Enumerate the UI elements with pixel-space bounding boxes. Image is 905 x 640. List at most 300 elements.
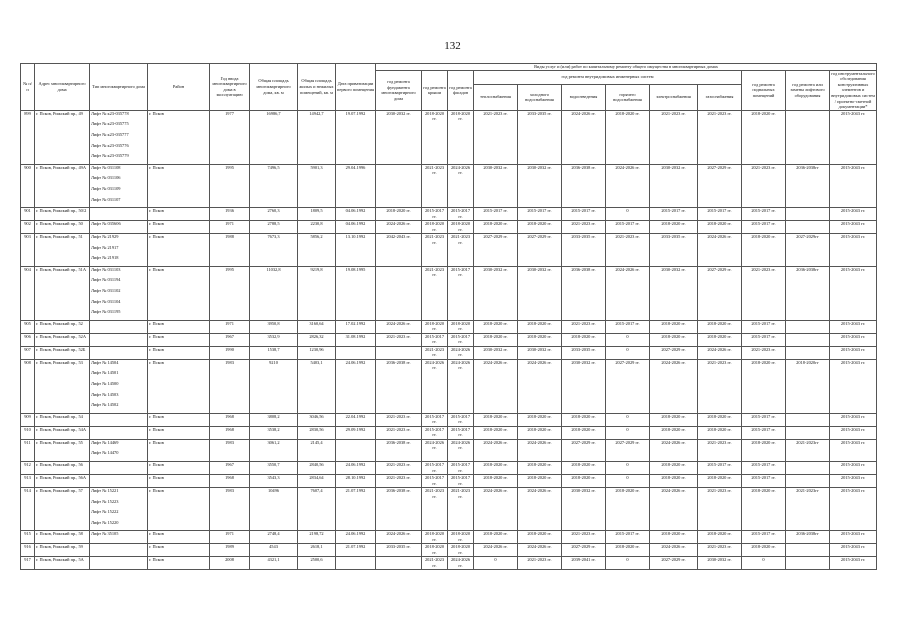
cell-address: г. Псков, Рижский пр., 54А: [35, 426, 90, 439]
cell-elevator: 2036-2038гг: [786, 266, 830, 320]
cell-hot-water: 2024-2026 гг.: [606, 164, 650, 207]
cell-living-area: 2500,6: [298, 557, 336, 570]
elevator-id: Лифт № 15222: [91, 509, 119, 515]
col-total-area: Общая площадь многоквартирного дома, кв. м: [250, 64, 298, 111]
cell-num: 916: [21, 544, 35, 557]
cell-total-area: 3061,2: [250, 439, 298, 461]
cell-address: г. Псков, Рижский пр., 51: [35, 234, 90, 267]
cell-num: 914: [21, 488, 35, 531]
cell-address: г. Псков, Рижский пр., 49: [35, 110, 90, 164]
cell-district: г. Псков: [148, 110, 210, 164]
cell-type: [90, 333, 148, 346]
cell-gas: 2018-2020 гг.: [698, 426, 742, 439]
cell-total-area: 2788,5: [250, 221, 298, 234]
cell-drainage: 2021-2023 гг.: [562, 320, 606, 333]
cell-num: 906: [21, 333, 35, 346]
cell-drainage: 2021-2023 гг.: [562, 221, 606, 234]
cell-hot-water: 0: [606, 333, 650, 346]
cell-elevator: 2027-2029гг: [786, 234, 830, 267]
table-row: [21, 110, 877, 164]
cell-facade: 2021-2023 гг.: [448, 234, 474, 267]
cell-privatization-date: 24.06.1992: [336, 462, 376, 475]
cell-drainage: 2018-2020 гг.: [562, 475, 606, 488]
cell-num: 899: [21, 110, 35, 164]
cell-facade: 2015-2017 гг.: [448, 413, 474, 426]
elevator-id: Лифт № к23-035776: [91, 142, 129, 148]
cell-drainage: 2027-2029 гг.: [562, 439, 606, 461]
cell-survey: 2015-2043 гг.: [830, 110, 877, 164]
cell-cold-water: 2021-2023 гг.: [518, 557, 562, 570]
cell-survey: 2015-2043 гг.: [830, 413, 877, 426]
cell-roof: 2018-2020 гг.: [422, 221, 448, 234]
cell-heat: 2018-2020 гг.: [474, 531, 518, 544]
cell-foundation: 2036-2038 гг.: [376, 488, 422, 531]
cell-elevator: [786, 462, 830, 475]
elevator-id: Лифт № 031109: [91, 185, 121, 191]
cell-privatization-date: 21.07.1992: [336, 488, 376, 531]
cell-hot-water: 0: [606, 557, 650, 570]
cell-roof: 2015-2017 гг.: [422, 426, 448, 439]
col-roof: год ремонта крыши: [422, 70, 448, 110]
table-row: [21, 557, 877, 570]
cell-privatization-date: 13.10.1992: [336, 234, 376, 267]
cell-facade: 2018-2020 гг.: [448, 221, 474, 234]
cell-living-area: 5856,2: [298, 234, 336, 267]
cell-elevator: 2036-2038гг: [786, 164, 830, 207]
cell-year-built: 1967: [210, 462, 250, 475]
cell-foundation: 2024-2026 гг.: [376, 221, 422, 234]
cell-foundation: 2042-2043 гг.: [376, 234, 422, 267]
cell-district: г. Псков: [148, 164, 210, 207]
cell-num: 910: [21, 426, 35, 439]
cell-heat: 2024-2026 гг.: [474, 439, 518, 461]
cell-year-built: 1968: [210, 413, 250, 426]
cell-hot-water: 0: [606, 346, 650, 359]
cell-hot-water: 0: [606, 462, 650, 475]
cell-district: г. Псков: [148, 544, 210, 557]
cell-facade: 2015-2017 гг.: [448, 266, 474, 320]
cell-elevator: [786, 208, 830, 221]
elevator-id: Лифт № 14504: [91, 359, 119, 365]
cell-foundation: 2024-2026 гг.: [376, 531, 422, 544]
table-row: [21, 164, 877, 207]
col-privatization-date: Дата приватизации первого помещения: [336, 64, 376, 111]
cell-privatization-date: 29.04.1996: [336, 164, 376, 207]
cell-total-area: 2748,4: [250, 531, 298, 544]
cell-cold-water: 2024-2026 гг.: [518, 544, 562, 557]
cell-type: [90, 544, 148, 557]
col-cold-water: холодного водоснабжения: [518, 84, 562, 110]
cell-foundation: [376, 557, 422, 570]
cell-privatization-date: 04.06.1992: [336, 208, 376, 221]
cell-drainage: 2039-2041 гг.: [562, 557, 606, 570]
cell-cold-water: 2018-2020 гг.: [518, 333, 562, 346]
cell-district: г. Псков: [148, 333, 210, 346]
elevator-id: Лифт № 15221: [91, 488, 119, 493]
cell-roof: 2021-2023 гг.: [422, 266, 448, 320]
cell-elevator: [786, 544, 830, 557]
cell-address: г. Псков, Рижский пр., 52Б: [35, 346, 90, 359]
cell-gas: 2018-2020 гг.: [698, 320, 742, 333]
cell-year-built: 1995: [210, 266, 250, 320]
cell-survey: 2015-2043 гг.: [830, 359, 877, 413]
cell-privatization-date: [336, 439, 376, 461]
cell-cold-water: 2027-2029 гг.: [518, 234, 562, 267]
cell-drainage: 2036-2038 гг.: [562, 164, 606, 207]
cell-district: г. Псков: [148, 208, 210, 221]
cell-district: г. Псков: [148, 266, 210, 320]
col-facade: год ремонта фасадов: [448, 70, 474, 110]
cell-address: г. Псков, Рижский пр., 53: [35, 359, 90, 413]
cell-living-area: 7607,4: [298, 488, 336, 531]
col-basement: год ремонта подвальных помещений: [742, 70, 786, 110]
cell-year-built: 1971: [210, 320, 250, 333]
cell-heat: 2018-2020 гг.: [474, 426, 518, 439]
cell-heat: 2027-2029 гг.: [474, 234, 518, 267]
cell-elevator: [786, 333, 830, 346]
table-row: [21, 333, 877, 346]
capital-repair-table: [20, 63, 877, 570]
cell-elevator: 2021-2023гг: [786, 488, 830, 531]
cell-survey: 2015-2043 гг.: [830, 320, 877, 333]
cell-total-area: 4321,1: [250, 557, 298, 570]
cell-drainage: 2018-2020 гг.: [562, 333, 606, 346]
cell-basement: 2015-2017 гг.: [742, 208, 786, 221]
cell-survey: 2015-2043 гг.: [830, 266, 877, 320]
cell-gas: 2027-2029 гг.: [698, 266, 742, 320]
cell-address: г. Псков, Рижский пр., 52: [35, 320, 90, 333]
table-row: [21, 346, 877, 359]
cell-electric: 2027-2029 гг.: [650, 346, 698, 359]
cell-survey: 2015-2043 гг.: [830, 439, 877, 461]
elevator-id: Лифт № 14469: [91, 439, 119, 445]
cell-total-area: 9210: [250, 359, 298, 413]
cell-hot-water: 2018-2020 гг.: [606, 544, 650, 557]
cell-survey: 2015-2043 гг.: [830, 531, 877, 544]
cell-privatization-date: 19.08.1995: [336, 266, 376, 320]
cell-roof: 2021-2023 гг.: [422, 557, 448, 570]
cell-facade: 2018-2020 гг.: [448, 320, 474, 333]
cell-total-area: 3808,2: [250, 413, 298, 426]
cell-total-area: 3543,3: [250, 475, 298, 488]
cell-electric: 2018-2020 гг.: [650, 333, 698, 346]
cell-basement: 2018-2020 гг.: [742, 439, 786, 461]
table-row: [21, 359, 877, 413]
elevator-id: Лифт № 15223: [91, 498, 119, 504]
cell-survey: 2015-2043 гг.: [830, 164, 877, 207]
cell-address: г. Псков, Рижский пр., 56: [35, 462, 90, 475]
cell-district: г. Псков: [148, 346, 210, 359]
cell-basement: 2018-2020 гг.: [742, 544, 786, 557]
cell-type: [90, 531, 148, 544]
cell-cold-water: 2030-2032 гг.: [518, 346, 562, 359]
table-body: [21, 110, 877, 570]
cell-roof: 2018-2020 гг.: [422, 544, 448, 557]
cell-electric: 2024-2026 гг.: [650, 439, 698, 461]
cell-electric: 2018-2020 гг.: [650, 426, 698, 439]
cell-address: г. Псков, Рижский пр., 55: [35, 439, 90, 461]
cell-electric: 2018-2020 гг.: [650, 531, 698, 544]
cell-type: [90, 320, 148, 333]
table-row: [21, 266, 877, 320]
table-row: [21, 413, 877, 426]
cell-electric: 2018-2020 гг.: [650, 475, 698, 488]
cell-electric: 2015-2017 гг.: [650, 208, 698, 221]
cell-year-built: 1977: [210, 110, 250, 164]
cell-survey: 2015-2043 гг.: [830, 208, 877, 221]
cell-electric: 2024-2026 гг.: [650, 488, 698, 531]
cell-survey: 2015-2043 гг.: [830, 333, 877, 346]
elevator-id: Лифт № 15220: [91, 519, 119, 525]
cell-foundation: 2018-2020 гг.: [376, 208, 422, 221]
cell-roof: 2021-2023 гг.: [422, 164, 448, 207]
elevator-id: Лифт № 14501: [91, 370, 119, 376]
cell-heat: 2030-2032 гг.: [474, 164, 518, 207]
cell-facade: 2015-2017 гг.: [448, 426, 474, 439]
cell-gas: 2027-2029 гг.: [698, 164, 742, 207]
cell-basement: 2015-2017 гг.: [742, 320, 786, 333]
cell-electric: 2018-2020 гг.: [650, 320, 698, 333]
cell-privatization-date: 29.09.1992: [336, 426, 376, 439]
cell-cold-water: 2018-2020 гг.: [518, 221, 562, 234]
cell-basement: 2015-2017 гг.: [742, 475, 786, 488]
cell-basement: 2015-2017 гг.: [742, 333, 786, 346]
cell-drainage: 2018-2020 гг.: [562, 462, 606, 475]
cell-district: г. Псков: [148, 475, 210, 488]
cell-total-area: 3950,8: [250, 320, 298, 333]
cell-basement: 2015-2017 гг.: [742, 413, 786, 426]
cell-num: 901: [21, 208, 35, 221]
cell-facade: 2015-2017 гг.: [448, 333, 474, 346]
cell-heat: 2030-2032 гг.: [474, 346, 518, 359]
elevator-id: Лифт № 031104: [91, 298, 121, 304]
cell-num: 912: [21, 462, 35, 475]
cell-gas: 2021-2023 гг.: [698, 544, 742, 557]
cell-type: [90, 346, 148, 359]
cell-elevator: 2036-2038гг: [786, 531, 830, 544]
cell-year-built: 1995: [210, 164, 250, 207]
cell-survey: 2015-2043 гг.: [830, 544, 877, 557]
cell-cold-water: 2033-2035 гг.: [518, 110, 562, 164]
col-address: Адрес многоквартирного дома: [35, 64, 90, 111]
cell-type: [90, 488, 148, 531]
page-number: 132: [444, 40, 461, 52]
cell-address: г. Псков, Рижский пр., 51А: [35, 266, 90, 320]
cell-drainage: 2018-2020 гг.: [562, 413, 606, 426]
cell-hot-water: 0: [606, 413, 650, 426]
table-row: [21, 462, 877, 475]
cell-address: г. Псков, Рижский пр., 57: [35, 488, 90, 531]
cell-hot-water: 2015-2017 гг.: [606, 320, 650, 333]
cell-privatization-date: [336, 557, 376, 570]
cell-foundation: [376, 164, 422, 207]
cell-drainage: 2030-2032 гг.: [562, 488, 606, 531]
cell-address: г. Псков, Рижский пр., 56А: [35, 475, 90, 488]
cell-facade: 2015-2017 гг.: [448, 475, 474, 488]
elevator-id: Лифт № 035606: [91, 221, 121, 227]
cell-total-area: 7496,5: [250, 164, 298, 207]
cell-address: г. Псков, Рижский пр., 50: [35, 221, 90, 234]
cell-heat: 2018-2020 гг.: [474, 475, 518, 488]
cell-living-area: 3160,64: [298, 320, 336, 333]
cell-foundation: 2036-2038 гг.: [376, 359, 422, 413]
cell-hot-water: 0: [606, 208, 650, 221]
cell-basement: 2018-2020 гг.: [742, 359, 786, 413]
cell-foundation: 2024-2026 гг.: [376, 320, 422, 333]
table-row: [21, 208, 877, 221]
cell-roof: 2018-2020 гг.: [422, 531, 448, 544]
cell-privatization-date: 19.07.1992: [336, 110, 376, 164]
cell-basement: 2021-2023 гг.: [742, 164, 786, 207]
cell-hot-water: 2018-2020 гг.: [606, 488, 650, 531]
cell-basement: 2018-2020 гг.: [742, 234, 786, 267]
cell-facade: 2018-2020 гг.: [448, 531, 474, 544]
cell-district: г. Псков: [148, 439, 210, 461]
cell-drainage: 2033-2035 гг.: [562, 346, 606, 359]
cell-survey: 2015-2043 гг.: [830, 221, 877, 234]
elevator-id: Лифт № 14500: [91, 381, 119, 387]
cell-elevator: [786, 475, 830, 488]
cell-roof: 2015-2017 гг.: [422, 462, 448, 475]
cell-year-built: 1983: [210, 359, 250, 413]
cell-elevator: [786, 221, 830, 234]
elevator-id: Лифт № 21929: [91, 234, 119, 240]
col-survey: год инструментального обследования конструктивных элементов и внутридомовых систем / проектно-сметной документации*: [831, 70, 875, 110]
elevator-id: Лифт № 21917: [91, 244, 119, 250]
col-elevator: год ремонта или замены лифтового оборудования: [786, 70, 830, 110]
cell-roof: 2015-2017 гг.: [422, 475, 448, 488]
cell-type: [90, 164, 148, 207]
cell-survey: 2015-2043 гг.: [830, 346, 877, 359]
col-district: Район: [148, 64, 210, 111]
cell-cold-water: 2018-2020 гг.: [518, 475, 562, 488]
cell-year-built: 1983: [210, 439, 250, 461]
cell-survey: 2015-2043 гг.: [830, 488, 877, 531]
cell-total-area: 4543: [250, 544, 298, 557]
elevator-id: Лифт № 031107: [91, 196, 121, 202]
cell-hot-water: 2021-2023 гг.: [606, 234, 650, 267]
cell-total-area: 16986,7: [250, 110, 298, 164]
cell-total-area: 10496: [250, 488, 298, 531]
elevator-id: Лифт № 21918: [91, 255, 119, 261]
cell-cold-water: 2018-2020 гг.: [518, 413, 562, 426]
col-works-group: Виды услуг и (или) работ по капитальному ремонту общего имущества в многоквартирных домах: [376, 64, 877, 71]
cell-hot-water: 0: [606, 475, 650, 488]
cell-gas: 2015-2017 гг.: [698, 208, 742, 221]
cell-num: 911: [21, 439, 35, 461]
cell-living-area: 14942,7: [298, 110, 336, 164]
cell-type: [90, 110, 148, 164]
cell-year-built: 2008: [210, 557, 250, 570]
cell-survey: 2015-2043 гг.: [830, 462, 877, 475]
cell-electric: 2030-2032 гг.: [650, 164, 698, 207]
cell-living-area: 2145,4: [298, 439, 336, 461]
table-row: [21, 488, 877, 531]
cell-cold-water: 2015-2017 гг.: [518, 208, 562, 221]
cell-cold-water: 2024-2026 гг.: [518, 359, 562, 413]
cell-address: г. Псков, Рижский пр., 58: [35, 531, 90, 544]
cell-foundation: [376, 266, 422, 320]
cell-heat: 2030-2032 гг.: [474, 266, 518, 320]
cell-heat: 2021-2023 гг.: [474, 110, 518, 164]
cell-electric: 2024-2026 гг.: [650, 544, 698, 557]
cell-total-area: 1538,7: [250, 346, 298, 359]
cell-district: г. Псков: [148, 413, 210, 426]
cell-total-area: 7673,3: [250, 234, 298, 267]
cell-elevator: [786, 426, 830, 439]
cell-heat: 2024-2026 гг.: [474, 544, 518, 557]
cell-year-built: 1988: [210, 234, 250, 267]
cell-roof: 2021-2023 гг.: [422, 346, 448, 359]
cell-facade: 2024-2026 гг.: [448, 164, 474, 207]
cell-basement: 2021-2023 гг.: [742, 266, 786, 320]
cell-cold-water: 2018-2020 гг.: [518, 531, 562, 544]
cell-type: [90, 426, 148, 439]
cell-drainage: 2015-2017 гг.: [562, 208, 606, 221]
cell-num: 907: [21, 346, 35, 359]
cell-facade: 2024-2026 гг.: [448, 346, 474, 359]
cell-living-area: 2840,56: [298, 462, 336, 475]
cell-hot-water: 2027-2029 гг.: [606, 359, 650, 413]
cell-living-area: 2830,56: [298, 426, 336, 439]
cell-address: г. Псков, Рижский пр., 52А: [35, 333, 90, 346]
cell-num: 913: [21, 475, 35, 488]
cell-gas: 2015-2017 гг.: [698, 462, 742, 475]
cell-type: [90, 413, 148, 426]
cell-heat: 2018-2020 гг.: [474, 333, 518, 346]
cell-privatization-date: 28.10.1992: [336, 475, 376, 488]
cell-foundation: 2021-2023 гг.: [376, 475, 422, 488]
cell-total-area: 2760,3: [250, 208, 298, 221]
cell-year-built: 1967: [210, 333, 250, 346]
col-electric: электроснабжения: [650, 84, 698, 110]
col-num: № п/п: [21, 64, 35, 111]
cell-hot-water: 2018-2020 гг.: [606, 110, 650, 164]
cell-type: [90, 462, 148, 475]
cell-foundation: 2033-2035 гг.: [376, 544, 422, 557]
cell-gas: 2021-2023 гг.: [698, 110, 742, 164]
cell-roof: 2024-2026 гг.: [422, 359, 448, 413]
cell-gas: 2018-2020 гг.: [698, 413, 742, 426]
cell-facade: 2018-2020 гг.: [448, 544, 474, 557]
cell-year-built: 1936: [210, 208, 250, 221]
elevator-id: Лифт № к23-035775: [91, 121, 129, 127]
cell-heat: 2018-2020 гг.: [474, 462, 518, 475]
cell-privatization-date: 22.04.1992: [336, 413, 376, 426]
cell-district: г. Псков: [148, 359, 210, 413]
cell-year-built: 1989: [210, 544, 250, 557]
cell-drainage: 2027-2029 гг.: [562, 544, 606, 557]
cell-foundation: 2021-2023 гг.: [376, 413, 422, 426]
cell-privatization-date: 31.08.1992: [336, 333, 376, 346]
cell-elevator: [786, 320, 830, 333]
cell-district: г. Псков: [148, 557, 210, 570]
cell-heat: 2024-2026 гг.: [474, 488, 518, 531]
cell-gas: 2024-2026 гг.: [698, 346, 742, 359]
cell-elevator: [786, 557, 830, 570]
cell-living-area: 3046,56: [298, 413, 336, 426]
elevator-id: Лифт № к23-035777: [91, 131, 129, 137]
cell-electric: 2033-2035 гг.: [650, 234, 698, 267]
cell-privatization-date: 04.06.1992: [336, 221, 376, 234]
cell-electric: 2027-2029 гг.: [650, 557, 698, 570]
cell-type: [90, 359, 148, 413]
col-type: Тип многоквартирного дома: [90, 64, 148, 111]
cell-elevator: 2018-2020гг: [786, 359, 830, 413]
cell-living-area: 9219,8: [298, 266, 336, 320]
cell-basement: 2015-2017 гг.: [742, 426, 786, 439]
cell-num: 908: [21, 359, 35, 413]
